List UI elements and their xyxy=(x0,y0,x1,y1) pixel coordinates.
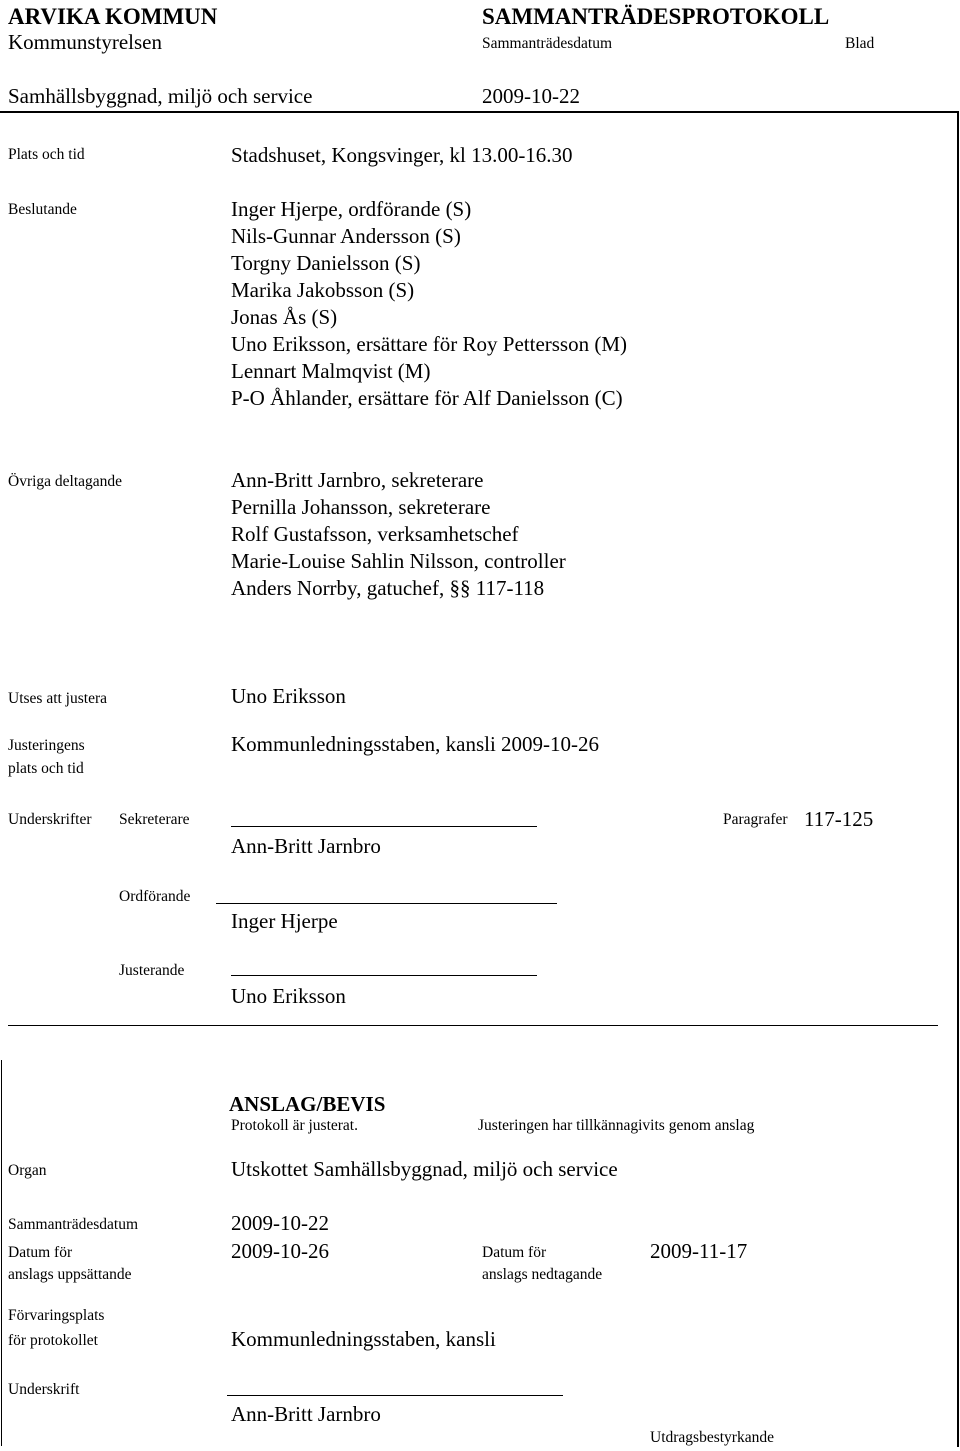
posted-date-label: Datum för xyxy=(8,1244,73,1261)
adjustment-label-line2: plats och tid xyxy=(8,760,84,777)
notice-signature-name: Ann-Britt Jarnbro xyxy=(231,1402,381,1426)
others-label: Övriga deltagande xyxy=(8,473,123,490)
header-divider xyxy=(0,111,958,113)
signature-label: Underskrift xyxy=(8,1381,80,1398)
certified-label: Utdragsbestyrkande xyxy=(650,1429,774,1446)
deciding-member: Marika Jakobsson (S) xyxy=(231,278,415,302)
organ-label: Organ xyxy=(8,1162,47,1179)
chair-label: Ordförande xyxy=(119,888,191,905)
removed-date-label-line2: anslags nedtagande xyxy=(482,1266,603,1283)
posted-date: 2009-10-26 xyxy=(231,1239,329,1263)
place-time-label: Plats och tid xyxy=(8,146,85,163)
notice-meeting-date-label: Sammanträdesdatum xyxy=(8,1216,138,1233)
deciding-member: Nils-Gunnar Andersson (S) xyxy=(231,224,461,248)
other-participant: Pernilla Johansson, sekreterare xyxy=(231,495,491,519)
notice-verified: Protokoll är justerat. xyxy=(231,1117,358,1134)
other-participant: Ann-Britt Jarnbro, sekreterare xyxy=(231,468,484,492)
notice-signature-line xyxy=(227,1395,563,1396)
page-label: Blad xyxy=(845,35,875,52)
adjuster-value: Uno Eriksson xyxy=(231,684,346,708)
notice-announced: Justeringen har tillkännagivits genom anslag xyxy=(478,1117,755,1134)
storage-label-line2: för protokollet xyxy=(8,1332,98,1349)
notice-meeting-date: 2009-10-22 xyxy=(231,1211,329,1235)
adjuster-signature-label: Justerande xyxy=(119,962,185,979)
paragraphs-label: Paragrafer xyxy=(723,811,788,828)
left-border xyxy=(1,1060,2,1446)
municipality-name: ARVIKA KOMMUN xyxy=(8,4,218,29)
signatures-label: Underskrifter xyxy=(8,811,92,828)
deciding-label: Beslutande xyxy=(8,201,77,218)
committee-name: Samhällsbyggnad, miljö och service xyxy=(8,84,313,108)
notice-title: ANSLAG/BEVIS xyxy=(229,1092,386,1116)
paragraphs-value: 117-125 xyxy=(804,807,874,831)
organ-value: Utskottet Samhällsbyggnad, miljö och service xyxy=(231,1157,618,1181)
board-name: Kommunstyrelsen xyxy=(8,30,162,54)
deciding-member: P-O Åhlander, ersättare för Alf Danielsson (C) xyxy=(231,386,623,410)
right-border xyxy=(957,111,959,1447)
place-time-value: Stadshuset, Kongsvinger, kl 13.00-16.30 xyxy=(231,143,573,167)
storage-label: Förvaringsplats xyxy=(8,1307,105,1324)
deciding-member: Inger Hjerpe, ordförande (S) xyxy=(231,197,472,221)
secretary-signature-line xyxy=(231,826,537,827)
deciding-member: Jonas Ås (S) xyxy=(231,305,338,329)
deciding-member: Uno Eriksson, ersättare för Roy Pettersson (M) xyxy=(231,332,628,356)
deciding-member: Lennart Malmqvist (M) xyxy=(231,359,431,383)
adjuster-name: Uno Eriksson xyxy=(231,984,346,1008)
secretary-label: Sekreterare xyxy=(119,811,190,828)
removed-date-label: Datum för xyxy=(482,1244,547,1261)
meeting-date: 2009-10-22 xyxy=(482,84,580,108)
other-participant: Rolf Gustafsson, verksamhetschef xyxy=(231,522,519,546)
adjustment-value: Kommunledningsstaben, kansli 2009-10-26 xyxy=(231,732,600,756)
removed-date: 2009-11-17 xyxy=(650,1239,748,1263)
chair-name: Inger Hjerpe xyxy=(231,909,338,933)
meeting-date-label: Sammanträdesdatum xyxy=(482,35,612,52)
chair-signature-line xyxy=(216,903,557,904)
storage-value: Kommunledningsstaben, kansli xyxy=(231,1327,496,1351)
deciding-member: Torgny Danielsson (S) xyxy=(231,251,421,275)
adjuster-label: Utses att justera xyxy=(8,690,108,707)
other-participant: Anders Norrby, gatuchef, §§ 117-118 xyxy=(231,576,545,600)
adjuster-signature-line xyxy=(231,975,537,976)
other-participant: Marie-Louise Sahlin Nilsson, controller xyxy=(231,549,566,573)
secretary-name: Ann-Britt Jarnbro xyxy=(231,834,381,858)
posted-date-label-line2: anslags uppsättande xyxy=(8,1266,132,1283)
document-type: SAMMANTRÄDESPROTOKOLL xyxy=(482,4,830,29)
section-divider xyxy=(8,1025,938,1026)
adjustment-label: Justeringens xyxy=(8,737,85,754)
